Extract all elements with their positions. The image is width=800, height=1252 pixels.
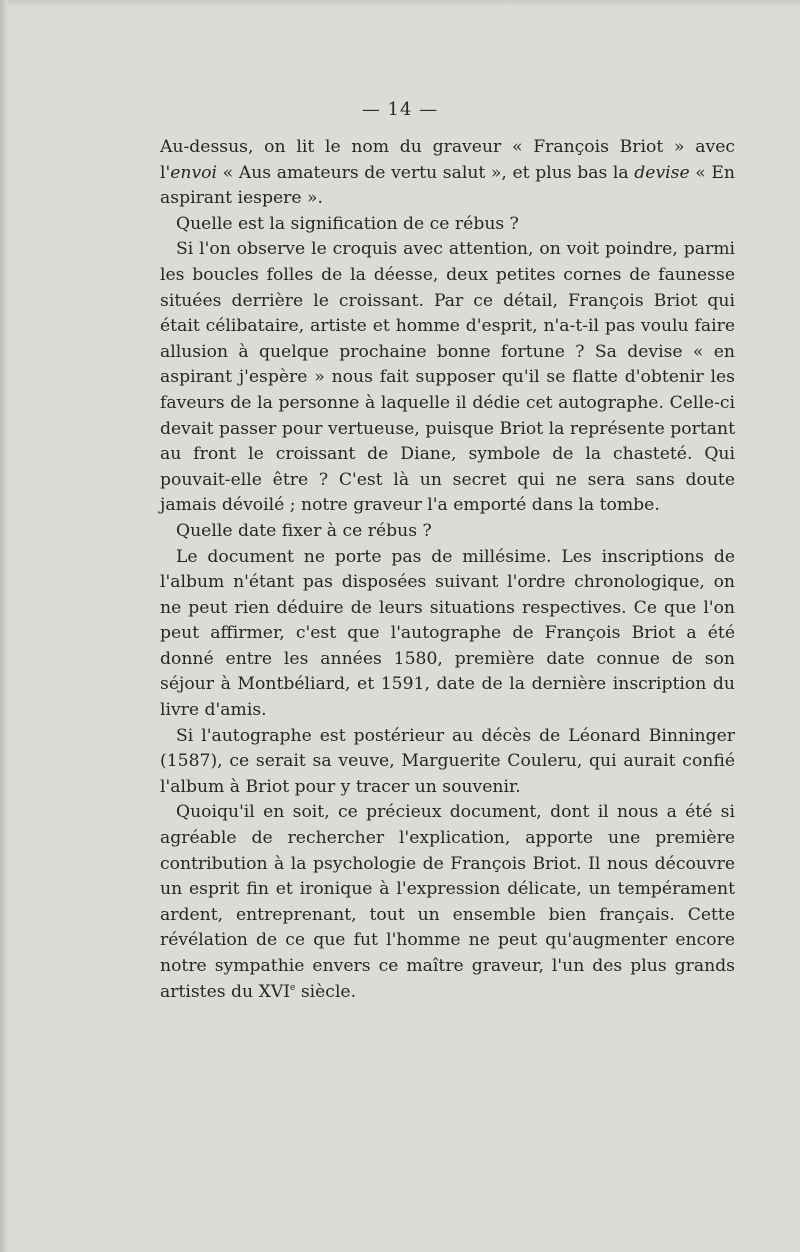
page-number: — 14 —	[361, 99, 439, 120]
paragraph-2: Quelle est la signification de ce rébus ?	[176, 213, 519, 234]
paragraph-1-text-e: « En aspirant iespere ».	[160, 162, 736, 209]
paragraph-7	[160, 800, 735, 1005]
page-top-edge	[0, 0, 800, 6]
page-left-edge	[0, 0, 8, 1252]
paragraph-5: Le document ne porte pas de millésime. Les inscriptions de l'album n'étant pas disposées suivant l'ordre chronologique, on ne peut rien déduire de leurs situations respectives. Ce que l'on peut affirmer, c'est que l'autographe de François Briot a été donné entre les années 1580, première date connue de son séjour à Montbéliard, et 1591, date de la dernière inscription du livre d'amis.	[160, 546, 735, 721]
paragraph-1-text-a: Au-dessus, on lit le nom du graveur « François Briot » avec l'	[160, 137, 735, 183]
century-superscript: e	[290, 982, 296, 993]
paragraph-6: Si l'autographe est postérieur au décès de Léonard Binninger (1587), ce serait sa veuve, Marguerite Couleru, qui aurait confié l'album à Briot pour y tracer un souvenir.	[160, 725, 735, 797]
devise-term: devise	[634, 162, 690, 183]
paragraph-7-text-b: siècle.	[295, 981, 357, 1002]
envoi-term: envoi	[170, 162, 218, 183]
paragraph-7-text-a: Quoiqu'il en soit, ce précieux document, dont il nous a été si agréable de rechercher l'explication, apporte une première contribution à la psychologie de François Briot. Il nous découvre un esprit fin et ironique à l'expression délicate, un tempérament ardent, entreprenant, tout un ensemble bien français. Cette révélation de ce que fut l'homme ne peut qu'augmenter encore notre sympathie envers ce maître graveur, l'un des plus grands artistes du XVI	[160, 802, 735, 1002]
paragraph-1-text-c: « Aus amateurs de vertu salut », et plus bas la	[217, 162, 635, 183]
paragraph-1	[160, 135, 735, 212]
body-text	[160, 135, 735, 1005]
paragraph-4: Quelle date fixer à ce rébus ?	[176, 520, 432, 541]
paragraph-3: Si l'on observe le croquis avec attention, on voit poindre, parmi les boucles folles de la déesse, deux petites cornes de faunesse situées derrière le croissant. Par ce détail, François Briot qui était célibataire, artiste et homme d'esprit, n'a-t-il pas voulu faire allusion à quelque prochaine bonne fortune ? Sa devise « en aspirant j'espère » nous fait supposer qu'il se flatte d'obtenir les faveurs de la personne à laquelle il dédie cet autographe. Celle-ci devait passer pour vertueuse, puisque Briot la représente portant au front le croissant de Diane, symbole de la chasteté. Qui pouvait-elle être ? C'est là un secret qui ne sera sans doute jamais dévoilé ; notre graveur l'a emporté dans la tombe.	[160, 239, 735, 516]
